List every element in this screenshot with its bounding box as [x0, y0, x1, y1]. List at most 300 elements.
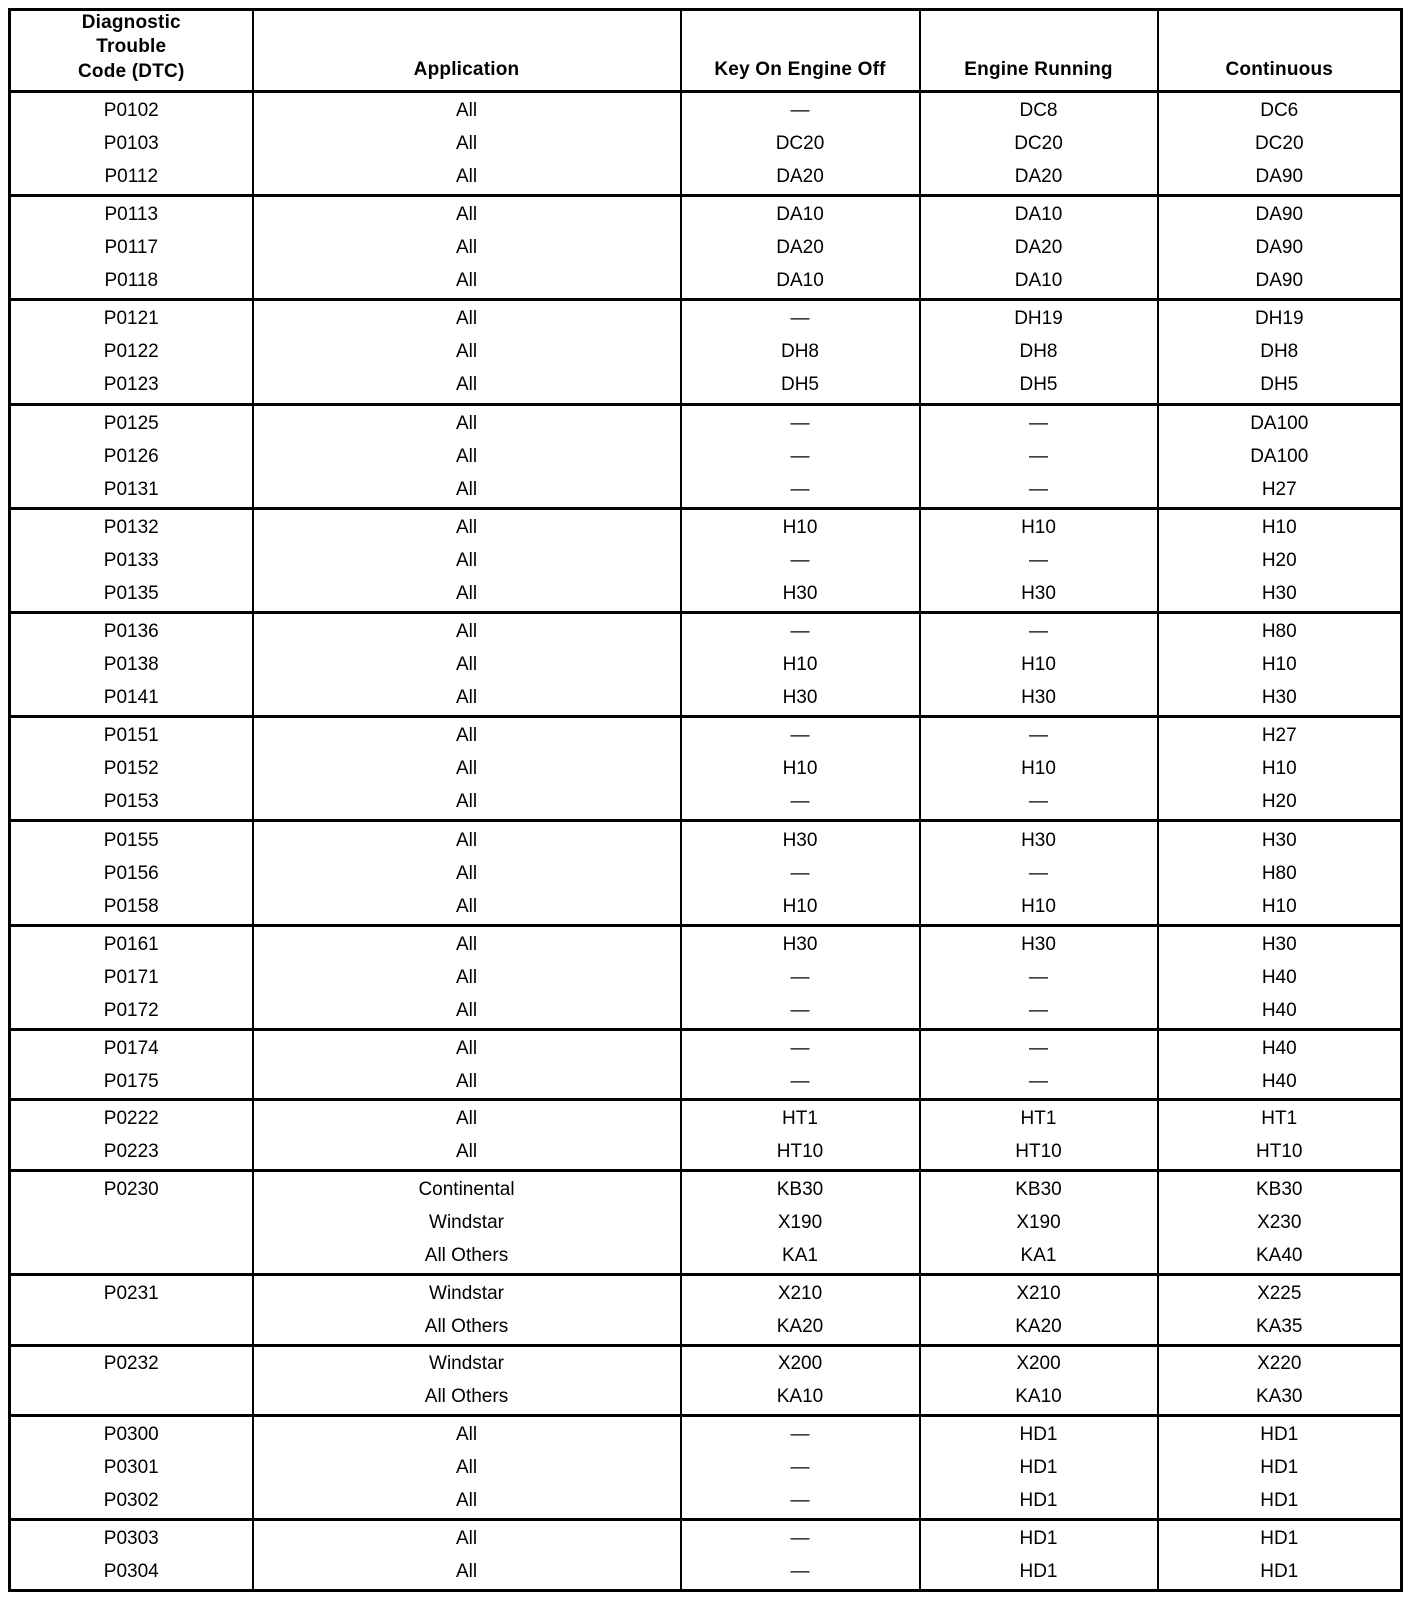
table-cell-dtc-code-value: P0171 — [103, 966, 159, 988]
table-cell-application-value: All — [455, 374, 478, 396]
table-cell-key-on-engine-off-value: X210 — [777, 1282, 823, 1304]
table-cell-continuous — [1158, 717, 1402, 821]
table-row-group — [10, 1275, 1402, 1346]
table-cell-continuous — [1158, 1520, 1402, 1591]
table-row-group — [10, 613, 1402, 717]
table-cell-continuous — [1158, 821, 1402, 925]
table-row-group — [10, 1100, 1402, 1171]
table-cell-key-on-engine-off-value: — — [790, 478, 810, 500]
table-cell-application — [253, 1100, 681, 1171]
table-cell-key-on-engine-off — [681, 613, 920, 717]
cell-stack — [1159, 614, 1401, 715]
table-cell-engine-running-value: HT10 — [1015, 1141, 1062, 1163]
table-cell-continuous-value: H30 — [1261, 687, 1297, 709]
table-cell-key-on-engine-off-value: DC20 — [775, 133, 825, 155]
table-cell-dtc-code — [10, 91, 253, 195]
table-cell-application-value: All — [455, 549, 478, 571]
table-cell-key-on-engine-off — [681, 404, 920, 508]
table-cell-application — [253, 196, 681, 300]
table-cell-engine-running-value: — — [1029, 1070, 1048, 1092]
table-cell-application-value: All — [455, 966, 478, 988]
table-cell-engine-running-value: HD1 — [1019, 1424, 1058, 1446]
table-cell-dtc-code — [10, 613, 253, 717]
table-cell-continuous-value: X220 — [1257, 1353, 1302, 1375]
table-cell-dtc-code-value: P0301 — [103, 1457, 159, 1479]
table-cell-application-value: Windstar — [429, 1353, 504, 1375]
column-header-dtc — [10, 10, 253, 92]
cell-stack — [11, 1031, 252, 1099]
cell-stack — [254, 93, 680, 194]
table-cell-key-on-engine-off — [681, 1275, 920, 1346]
table-cell-engine-running-value: H30 — [1021, 582, 1056, 604]
table-cell-engine-running — [920, 1416, 1158, 1520]
table-cell-key-on-engine-off — [681, 1170, 920, 1274]
cell-stack — [921, 1521, 1157, 1589]
table-cell-key-on-engine-off-value: — — [790, 308, 810, 330]
table-cell-key-on-engine-off — [681, 196, 920, 300]
table-cell-application-value: All Others — [424, 1315, 509, 1337]
cell-stack — [11, 1417, 252, 1518]
table-cell-key-on-engine-off-value: — — [790, 100, 810, 122]
table-cell-key-on-engine-off-value: — — [790, 791, 810, 813]
cell-stack — [1159, 93, 1401, 194]
table-cell-dtc-code-value: P0223 — [103, 1141, 159, 1163]
cell-stack — [1159, 927, 1401, 1028]
table-cell-engine-running — [920, 717, 1158, 821]
table-cell-continuous-value: DC20 — [1254, 133, 1304, 155]
cell-stack — [921, 93, 1157, 194]
table-cell-key-on-engine-off-value: — — [790, 1528, 810, 1550]
table-cell-application-value: All Others — [424, 1386, 509, 1408]
table-cell-continuous-value: DH19 — [1254, 308, 1304, 330]
table-cell-continuous-value: DC6 — [1260, 100, 1299, 122]
table-cell-continuous-value: HT10 — [1256, 1141, 1303, 1163]
table-cell-engine-running — [920, 404, 1158, 508]
table-cell-engine-running-value: H10 — [1021, 654, 1056, 676]
table-cell-application — [253, 91, 681, 195]
table-cell-dtc-code-value: P0232 — [103, 1353, 159, 1375]
table-cell-key-on-engine-off-value: H10 — [782, 758, 818, 780]
cell-stack — [682, 614, 919, 715]
table-body — [10, 91, 1402, 1590]
table-cell-key-on-engine-off-value: H30 — [782, 687, 818, 709]
table-cell-dtc-code — [10, 1520, 253, 1591]
table-cell-engine-running-value: DC8 — [1019, 100, 1058, 122]
table-cell-key-on-engine-off — [681, 1520, 920, 1591]
table-cell-application-value: All — [455, 237, 478, 259]
cell-stack — [11, 927, 252, 1028]
table-cell-application — [253, 404, 681, 508]
table-cell-application — [253, 821, 681, 925]
cell-stack — [11, 510, 252, 611]
table-cell-application — [253, 1345, 681, 1416]
cell-stack — [682, 1521, 919, 1589]
cell-stack — [921, 927, 1157, 1028]
table-cell-dtc-code-value: P0152 — [103, 758, 159, 780]
table-cell-key-on-engine-off-value: H30 — [782, 829, 818, 851]
table-cell-application-value: All — [455, 270, 478, 292]
table-cell-continuous-value: DA90 — [1255, 166, 1304, 188]
table-cell-dtc-code-value: P0118 — [104, 270, 159, 292]
table-cell-continuous-value: DA100 — [1250, 445, 1309, 467]
table-cell-engine-running — [920, 91, 1158, 195]
table-cell-dtc-code-value: P0156 — [103, 862, 159, 884]
table-cell-key-on-engine-off-value: DH5 — [780, 374, 819, 396]
cell-stack — [921, 406, 1157, 507]
table-cell-continuous-value: HD1 — [1260, 1457, 1299, 1479]
table-cell-application-value: Windstar — [429, 1212, 504, 1234]
table-cell-continuous-value: H80 — [1261, 862, 1297, 884]
table-cell-continuous-value: HT1 — [1261, 1108, 1298, 1130]
table-cell-engine-running-value: — — [1029, 966, 1048, 988]
table-cell-continuous-value: DA90 — [1255, 204, 1304, 226]
cell-stack — [921, 1101, 1157, 1169]
table-cell-engine-running-value: — — [1029, 478, 1048, 500]
table-cell-dtc-code-value: P0132 — [103, 516, 159, 538]
table-cell-engine-running — [920, 196, 1158, 300]
table-cell-engine-running-value: — — [1029, 549, 1048, 571]
cell-stack — [254, 822, 680, 923]
table-cell-engine-running-value: DA10 — [1014, 270, 1063, 292]
cell-stack — [1159, 1347, 1401, 1415]
cell-stack — [921, 718, 1157, 819]
cell-stack — [11, 197, 252, 298]
table-cell-continuous-value: KA40 — [1256, 1245, 1303, 1267]
table-row-group — [10, 1170, 1402, 1274]
table-cell-key-on-engine-off-value: — — [790, 862, 810, 884]
table-cell-dtc-code-value: P0222 — [103, 1108, 159, 1130]
column-header-key-on-engine-off: Key On Engine Off — [681, 10, 920, 92]
table-cell-continuous-value: H20 — [1261, 549, 1297, 571]
table-cell-continuous-value: H40 — [1261, 999, 1297, 1021]
table-cell-key-on-engine-off-value: DH8 — [780, 341, 819, 363]
table-cell-engine-running — [920, 1170, 1158, 1274]
table-cell-application-value: All — [455, 412, 478, 434]
table-cell-engine-running-value: KA20 — [1015, 1315, 1062, 1337]
table-cell-dtc-code — [10, 404, 253, 508]
table-cell-engine-running-value: KB30 — [1015, 1179, 1062, 1201]
table-cell-engine-running — [920, 1345, 1158, 1416]
table-row-group — [10, 1029, 1402, 1100]
table-cell-key-on-engine-off-value: KA20 — [776, 1315, 824, 1337]
cell-stack — [11, 1172, 252, 1273]
table-cell-key-on-engine-off — [681, 821, 920, 925]
table-cell-engine-running — [920, 508, 1158, 612]
table-row-group — [10, 717, 1402, 821]
table-cell-dtc-code — [10, 196, 253, 300]
cell-spacer — [11, 1310, 252, 1343]
table-cell-application-value: Windstar — [429, 1282, 504, 1304]
table-cell-key-on-engine-off — [681, 300, 920, 404]
table-cell-dtc-code-value: P0117 — [104, 237, 159, 259]
table-cell-continuous-value: DH5 — [1260, 374, 1299, 396]
table-cell-engine-running — [920, 1275, 1158, 1346]
table-cell-application — [253, 508, 681, 612]
table-cell-application — [253, 1416, 681, 1520]
table-cell-engine-running-value: H30 — [1021, 687, 1056, 709]
table-cell-dtc-code-value: P0175 — [103, 1070, 159, 1092]
cell-stack — [921, 510, 1157, 611]
table-cell-application-value: All — [455, 621, 478, 643]
table-cell-key-on-engine-off-value: — — [790, 1424, 810, 1446]
table-cell-key-on-engine-off — [681, 1345, 920, 1416]
table-cell-application — [253, 1275, 681, 1346]
table-cell-continuous-value: DH8 — [1260, 341, 1299, 363]
cell-stack — [11, 1347, 252, 1415]
cell-stack — [254, 1347, 680, 1415]
cell-stack — [254, 301, 680, 402]
cell-stack — [1159, 1417, 1401, 1518]
cell-spacer — [11, 1206, 252, 1239]
cell-stack — [11, 1101, 252, 1169]
header-row — [10, 10, 1402, 92]
table-cell-application-value: All — [455, 1424, 478, 1446]
table-cell-continuous-value: HD1 — [1260, 1561, 1299, 1583]
table-cell-engine-running-value: H30 — [1021, 829, 1056, 851]
table-cell-dtc-code — [10, 508, 253, 612]
table-cell-key-on-engine-off-value: — — [790, 999, 810, 1021]
table-cell-engine-running-value: DH8 — [1019, 341, 1058, 363]
cell-stack — [11, 93, 252, 194]
table-cell-engine-running-value: — — [1029, 791, 1048, 813]
table-cell-dtc-code — [10, 300, 253, 404]
dtc-reference-table — [8, 8, 1403, 1592]
table-cell-dtc-code-value: P0122 — [103, 341, 159, 363]
table-cell-application — [253, 925, 681, 1029]
cell-stack — [254, 614, 680, 715]
table-cell-dtc-code-value: P0113 — [104, 204, 159, 226]
table-cell-dtc-code-value: P0155 — [103, 829, 159, 851]
table-cell-key-on-engine-off-value: X200 — [777, 1353, 823, 1375]
table-cell-continuous-value: DA90 — [1255, 270, 1304, 292]
table-cell-application-value: All — [455, 829, 478, 851]
table-cell-engine-running-value: DC20 — [1014, 133, 1063, 155]
cell-stack — [921, 1276, 1157, 1344]
table-cell-engine-running-value: HD1 — [1019, 1457, 1058, 1479]
table-header — [10, 10, 1402, 92]
table-cell-application — [253, 1520, 681, 1591]
table-cell-key-on-engine-off-value: — — [790, 1457, 810, 1479]
table-row-group — [10, 821, 1402, 925]
table-cell-engine-running — [920, 300, 1158, 404]
table-cell-key-on-engine-off — [681, 91, 920, 195]
table-cell-key-on-engine-off-value: — — [790, 725, 810, 747]
table-cell-dtc-code-value: P0141 — [103, 687, 159, 709]
table-row-group — [10, 196, 1402, 300]
table-cell-engine-running-value: DH19 — [1014, 308, 1063, 330]
table-cell-engine-running-value: KA1 — [1020, 1245, 1057, 1267]
cell-stack — [682, 1172, 919, 1273]
table-cell-engine-running-value: — — [1029, 725, 1048, 747]
table-cell-dtc-code — [10, 717, 253, 821]
cell-stack — [11, 1276, 252, 1344]
cell-stack — [682, 822, 919, 923]
table-cell-dtc-code-value: P0158 — [103, 895, 159, 917]
table-cell-engine-running-value: H30 — [1021, 933, 1056, 955]
cell-stack — [682, 510, 919, 611]
cell-stack — [682, 93, 919, 194]
cell-stack — [682, 1417, 919, 1518]
table-cell-key-on-engine-off-value: KB30 — [776, 1179, 824, 1201]
cell-stack — [682, 1347, 919, 1415]
table-cell-engine-running-value: KA10 — [1015, 1386, 1062, 1408]
table-cell-key-on-engine-off-value: — — [790, 1561, 810, 1583]
table-cell-key-on-engine-off-value: — — [790, 621, 810, 643]
table-cell-continuous-value: H40 — [1261, 1070, 1297, 1092]
cell-stack — [254, 406, 680, 507]
cell-stack — [1159, 822, 1401, 923]
table-cell-engine-running-value: DA20 — [1014, 237, 1063, 259]
cell-stack — [1159, 197, 1401, 298]
table-cell-continuous-value: H10 — [1261, 654, 1297, 676]
table-cell-dtc-code-value: P0230 — [103, 1179, 159, 1201]
table-cell-application-value: All — [455, 1528, 478, 1550]
table-cell-continuous — [1158, 404, 1402, 508]
column-header-continuous: Continuous — [1158, 10, 1402, 92]
column-header-dtc-line-2: Trouble — [96, 36, 167, 58]
table-cell-continuous-value: H30 — [1261, 582, 1297, 604]
cell-stack — [11, 718, 252, 819]
table-cell-application-value: All — [455, 758, 478, 780]
table-cell-continuous — [1158, 196, 1402, 300]
table-cell-application-value: All — [455, 516, 478, 538]
table-cell-continuous-value: KB30 — [1256, 1179, 1303, 1201]
table-cell-key-on-engine-off — [681, 925, 920, 1029]
table-cell-application — [253, 1170, 681, 1274]
cell-stack — [921, 1347, 1157, 1415]
cell-stack — [682, 1031, 919, 1099]
table-cell-application-value: All — [455, 687, 478, 709]
table-cell-key-on-engine-off-value: H30 — [782, 582, 818, 604]
table-cell-application-value: All — [455, 725, 478, 747]
table-cell-continuous-value: H30 — [1261, 829, 1297, 851]
table-cell-engine-running-value: HD1 — [1019, 1561, 1058, 1583]
table-cell-key-on-engine-off-value: — — [790, 412, 810, 434]
table-cell-application-value: All — [455, 1037, 478, 1059]
table-cell-application-value: All — [455, 133, 478, 155]
table-cell-continuous-value: X225 — [1257, 1282, 1302, 1304]
cell-stack — [921, 822, 1157, 923]
table-cell-continuous — [1158, 1029, 1402, 1100]
cell-stack — [921, 301, 1157, 402]
cell-stack — [254, 1101, 680, 1169]
table-cell-engine-running — [920, 1100, 1158, 1171]
table-cell-continuous-value: H10 — [1261, 516, 1297, 538]
table-cell-key-on-engine-off-value: — — [790, 549, 810, 571]
table-cell-key-on-engine-off — [681, 1416, 920, 1520]
cell-stack — [682, 197, 919, 298]
table-cell-application-value: All — [455, 654, 478, 676]
table-cell-engine-running-value: HD1 — [1019, 1490, 1058, 1512]
cell-stack — [254, 1276, 680, 1344]
cell-stack — [254, 1521, 680, 1589]
cell-stack — [1159, 718, 1401, 819]
cell-stack — [254, 197, 680, 298]
table-cell-key-on-engine-off-value: HT1 — [782, 1108, 818, 1130]
table-cell-continuous-value: HD1 — [1260, 1490, 1299, 1512]
table-cell-dtc-code-value: P0131 — [103, 478, 159, 500]
cell-stack — [1159, 406, 1401, 507]
table-cell-application-value: All — [455, 445, 478, 467]
table-cell-key-on-engine-off-value: — — [790, 966, 810, 988]
column-header-engine-running: Engine Running — [920, 10, 1158, 92]
table-cell-dtc-code-value: P0161 — [103, 933, 159, 955]
table-cell-key-on-engine-off-value: KA1 — [782, 1245, 818, 1267]
table-cell-application-value: All — [455, 933, 478, 955]
table-cell-continuous — [1158, 508, 1402, 612]
table-cell-engine-running — [920, 1029, 1158, 1100]
cell-stack — [1159, 301, 1401, 402]
table-cell-dtc-code — [10, 1275, 253, 1346]
table-cell-continuous-value: H10 — [1261, 758, 1297, 780]
table-cell-key-on-engine-off-value: DA10 — [776, 204, 824, 226]
table-cell-continuous-value: DA100 — [1250, 412, 1309, 434]
cell-stack — [254, 1172, 680, 1273]
table-cell-engine-running-value: — — [1029, 862, 1048, 884]
table-cell-engine-running-value: — — [1029, 412, 1048, 434]
table-cell-dtc-code-value: P0303 — [103, 1528, 159, 1550]
table-cell-continuous — [1158, 91, 1402, 195]
cell-stack — [11, 1521, 252, 1589]
table-cell-continuous-value: H10 — [1261, 895, 1297, 917]
cell-stack — [254, 927, 680, 1028]
table-cell-engine-running-value: — — [1029, 445, 1048, 467]
table-cell-key-on-engine-off-value: KA10 — [776, 1386, 824, 1408]
table-cell-continuous-value: DA90 — [1255, 237, 1304, 259]
table-cell-dtc-code — [10, 821, 253, 925]
cell-stack — [1159, 1172, 1401, 1273]
table-cell-key-on-engine-off-value: — — [790, 1490, 810, 1512]
table-cell-engine-running-value: — — [1029, 1037, 1048, 1059]
table-cell-engine-running-value: H10 — [1021, 895, 1056, 917]
table-cell-application-value: All — [455, 166, 478, 188]
cell-stack — [682, 1101, 919, 1169]
table-cell-application-value: All — [455, 999, 478, 1021]
table-cell-engine-running-value: DA20 — [1014, 166, 1063, 188]
cell-stack — [682, 718, 919, 819]
cell-stack — [1159, 1521, 1401, 1589]
table-cell-engine-running-value: X200 — [1016, 1353, 1061, 1375]
table-cell-engine-running-value: HD1 — [1019, 1528, 1058, 1550]
table-cell-key-on-engine-off-value: DA20 — [776, 237, 824, 259]
table-cell-application-value: All — [455, 1561, 478, 1583]
table-cell-dtc-code-value: P0153 — [103, 791, 159, 813]
table-cell-application-value: All — [455, 478, 478, 500]
table-cell-application-value: All — [455, 1141, 478, 1163]
table-row-group — [10, 925, 1402, 1029]
table-cell-engine-running-value: X190 — [1016, 1212, 1061, 1234]
cell-spacer — [11, 1380, 252, 1413]
cell-stack — [1159, 1101, 1401, 1169]
table-cell-application-value: All Others — [424, 1245, 509, 1267]
table-cell-engine-running-value: H10 — [1021, 758, 1056, 780]
table-row-group — [10, 300, 1402, 404]
cell-stack — [921, 1031, 1157, 1099]
table-cell-key-on-engine-off-value: — — [790, 1070, 810, 1092]
cell-stack — [1159, 1276, 1401, 1344]
cell-stack — [921, 1417, 1157, 1518]
table-cell-key-on-engine-off-value: H30 — [782, 933, 818, 955]
table-cell-engine-running — [920, 1520, 1158, 1591]
table-cell-dtc-code-value: P0300 — [103, 1424, 159, 1446]
table-cell-dtc-code-value: P0102 — [103, 100, 159, 122]
table-cell-continuous-value: H80 — [1261, 621, 1297, 643]
table-cell-key-on-engine-off — [681, 717, 920, 821]
table-cell-dtc-code — [10, 1100, 253, 1171]
table-cell-dtc-code-value: P0135 — [103, 582, 159, 604]
table-cell-dtc-code-value: P0126 — [103, 445, 159, 467]
table-cell-dtc-code — [10, 925, 253, 1029]
